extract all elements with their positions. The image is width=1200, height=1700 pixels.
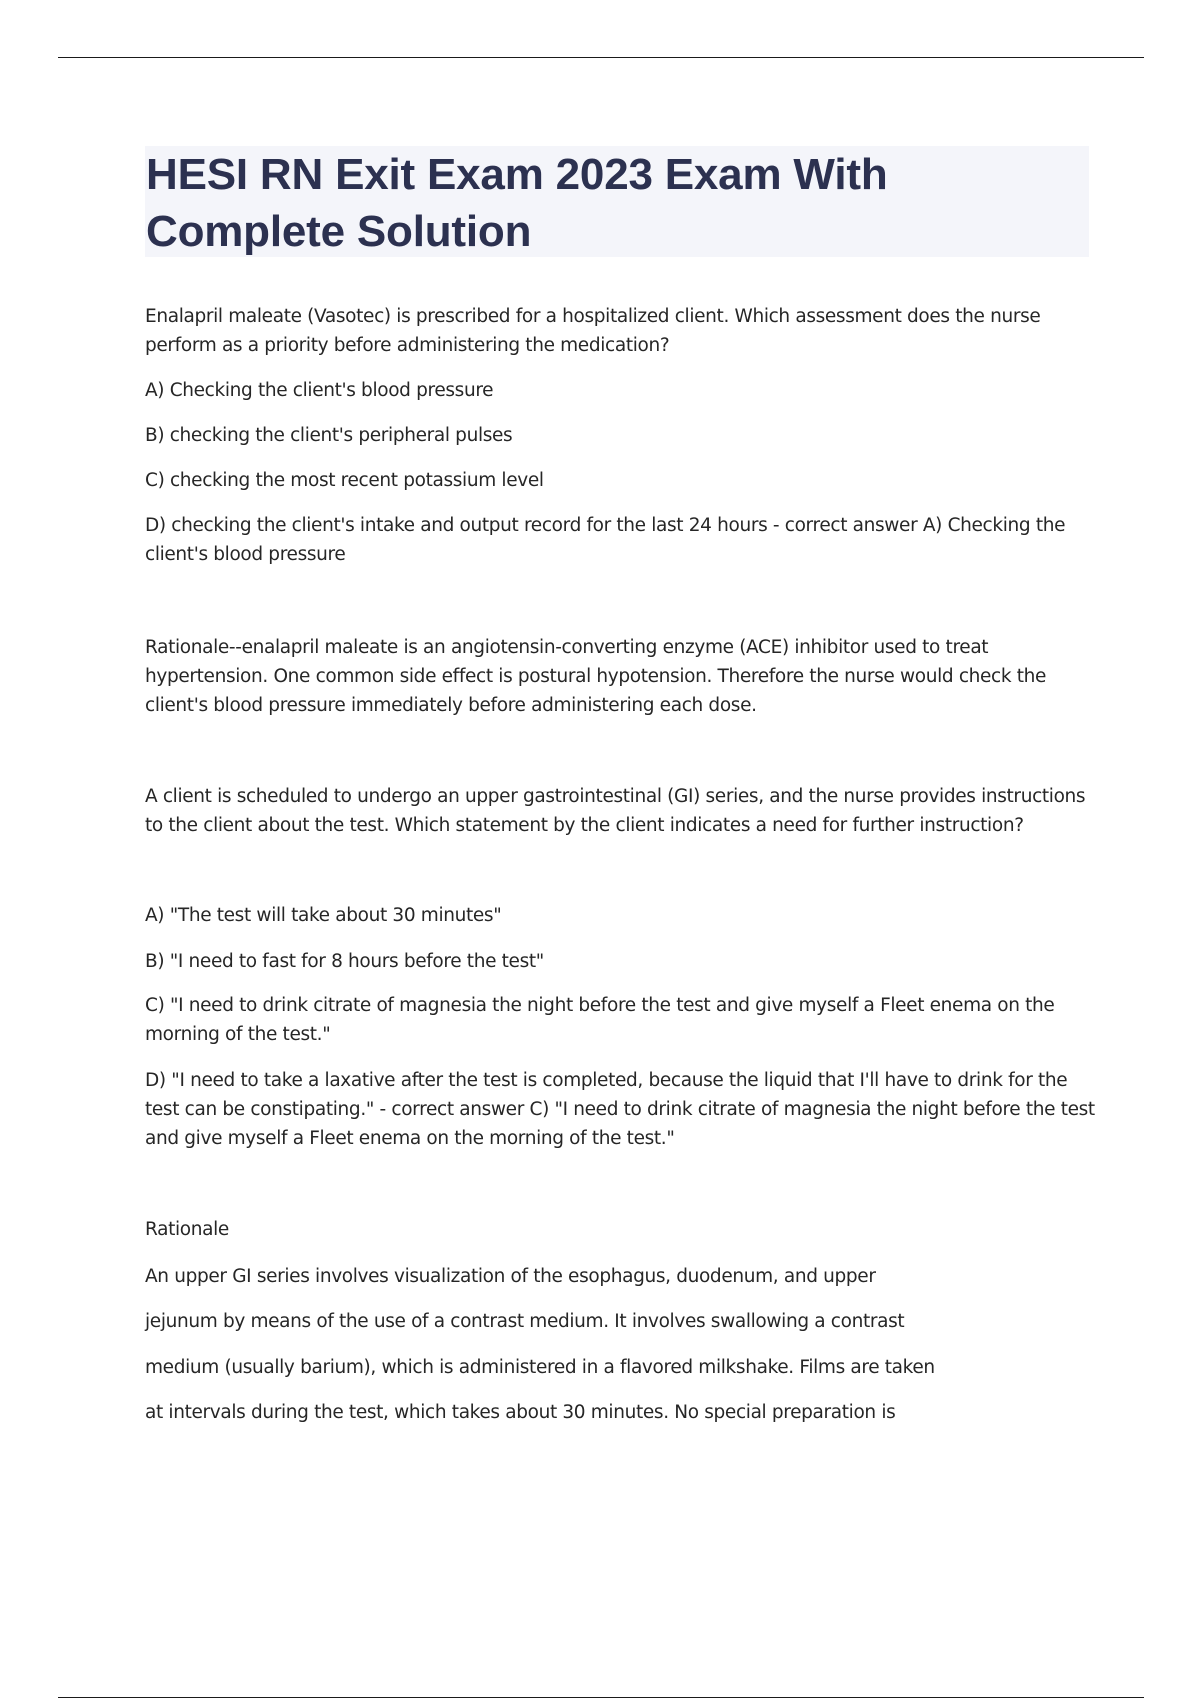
question-2-option-c: C) "I need to drink citrate of magnesia the night before the test and give myself a Fleet enema on the morning of the test." [145, 995, 1055, 1045]
question-2-rationale-line: at intervals during the test, which takes about 30 minutes. No special preparation is [145, 1402, 896, 1423]
question-2-rationale-heading: Rationale [145, 1219, 229, 1240]
question-1-stem: Enalapril maleate (Vasotec) is prescribed for a hospitalized client. Which assessment does the nurse perform as a priority before administering the medication? [145, 306, 1041, 356]
question-2-rationale-line: jejunum by means of the use of a contrast medium. It involves swallowing a contrast [145, 1311, 905, 1332]
question-2-option-a: A) "The test will take about 30 minutes" [145, 905, 502, 926]
question-1-option-b: B) checking the client's peripheral pulses [145, 425, 513, 446]
page-title: HESI RN Exit Exam 2023 Exam With Complete Solution [146, 150, 888, 256]
question-2-option-b: B) "I need to fast for 8 hours before the test" [145, 951, 544, 972]
question-2-rationale-line: An upper GI series involves visualization of the esophagus, duodenum, and upper [145, 1266, 876, 1287]
question-2-rationale-line: medium (usually barium), which is administered in a flavored milkshake. Films are taken [145, 1357, 935, 1378]
bottom-rule [58, 1697, 1144, 1698]
question-2-option-d-answer: D) "I need to take a laxative after the test is completed, because the liquid that I'll have to drink for the test can be constipating." - correct answer C) "I need to drink citrate of magnesia the night before the test and give myself a Fleet enema on the morning of the test." [145, 1070, 1095, 1149]
question-1-option-c: C) checking the most recent potassium level [145, 470, 544, 491]
question-2-stem: A client is scheduled to undergo an upper gastrointestinal (GI) series, and the nurse provides instructions to the client about the test. Which statement by the client indicates a need for further instruction? [145, 786, 1086, 836]
question-1-option-d-answer: D) checking the client's intake and output record for the last 24 hours - correct answer A) Checking the client's blood pressure [145, 515, 1066, 565]
question-1-rationale: Rationale--enalapril maleate is an angiotensin-converting enzyme (ACE) inhibitor used to treat hypertension. One common side effect is postural hypotension. Therefore the nurse would check the client's blood pressure immediately before administering each dose. [145, 637, 1047, 716]
question-1-option-a: A) Checking the client's blood pressure [145, 380, 494, 401]
top-rule [58, 57, 1144, 58]
